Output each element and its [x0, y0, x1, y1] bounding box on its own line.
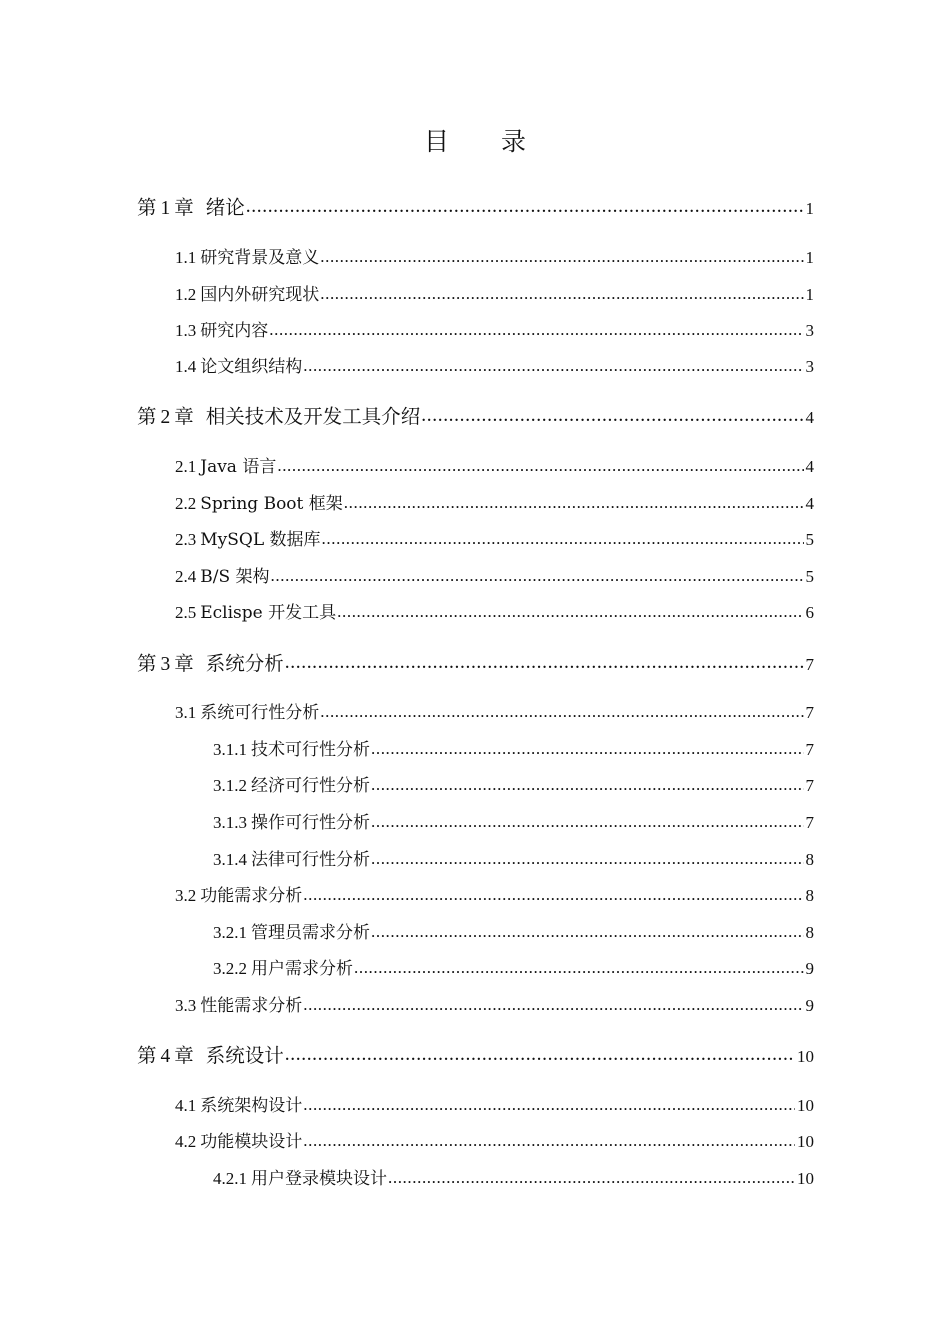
toc-subsection-entry[interactable]: [213, 808, 814, 833]
toc-chapter-entry[interactable]: [137, 401, 814, 429]
toc-entry-label: [213, 845, 370, 870]
section-number: 4.1: [175, 1096, 197, 1115]
toc-entry-label: [175, 598, 336, 623]
toc-entry-label: [175, 881, 302, 906]
toc-section-entry[interactable]: [175, 881, 814, 906]
section-number: 1.2: [175, 285, 197, 304]
dot-leader: [320, 701, 803, 718]
section-number: 3.2.1: [213, 923, 247, 942]
section-title: Eclispe 开发工具: [200, 603, 337, 623]
dot-leader: [320, 246, 803, 263]
page-number: 7: [805, 776, 814, 795]
section-title: 管理员需求分析: [251, 923, 370, 943]
section-number: 4.2.1: [213, 1169, 247, 1188]
chapter-suffix: 章: [174, 1044, 194, 1067]
chapter-number: 1: [160, 198, 171, 219]
toc-entry-label: [213, 735, 370, 760]
toc-entry-label: [175, 698, 319, 723]
chapter-suffix: 章: [174, 196, 194, 219]
toc-entry-label: [175, 280, 319, 305]
toc-entry-label: [175, 525, 321, 550]
dot-leader: [388, 1167, 795, 1184]
toc-entry-label: [137, 401, 420, 429]
section-number: 1.4: [175, 357, 197, 376]
dot-leader: [371, 848, 804, 865]
dot-leader: [269, 319, 803, 336]
toc-section-entry[interactable]: [175, 525, 814, 550]
toc-section-entry[interactable]: [175, 598, 814, 623]
section-title: MySQL 数据库: [200, 530, 321, 550]
section-title: 系统可行性分析: [200, 703, 320, 723]
section-number: 3.1: [175, 703, 197, 722]
toc-entry-label: [213, 1164, 387, 1189]
section-title: Java 语言: [200, 457, 277, 477]
page-number: 6: [805, 603, 814, 622]
toc-entry-label: [175, 562, 270, 587]
toc-entry-label: [175, 316, 268, 341]
toc-entry-label: [175, 452, 276, 477]
section-title: 研究内容: [200, 321, 269, 341]
toc-section-entry[interactable]: [175, 452, 814, 477]
section-title: 功能模块设计: [200, 1132, 303, 1152]
section-number: 3.1.2: [213, 776, 247, 795]
chapter-title: 相关技术及开发工具介绍: [205, 405, 421, 428]
chapter-prefix: 第: [137, 405, 157, 428]
toc-entry-label: [137, 1040, 284, 1068]
chapter-prefix: 第: [137, 652, 157, 675]
toc-subsection-entry[interactable]: [213, 954, 814, 979]
toc-section-entry[interactable]: [175, 352, 814, 377]
chapter-prefix: 第: [137, 196, 157, 219]
page-number: 10: [797, 1132, 814, 1151]
toc-chapter-entry[interactable]: [137, 1040, 814, 1068]
page-number: 7: [805, 703, 814, 722]
section-title: 用户需求分析: [251, 959, 353, 979]
page-number: 10: [797, 1169, 814, 1188]
toc-section-entry[interactable]: [175, 243, 814, 268]
chapter-title: 系统设计: [205, 1044, 284, 1067]
section-number: 3.1.1: [213, 740, 247, 759]
toc-section-entry[interactable]: [175, 1091, 814, 1116]
page-number: 1: [805, 285, 814, 304]
toc-section-entry[interactable]: [175, 1127, 814, 1152]
section-number: 2.4: [175, 567, 197, 586]
page-number: 3: [805, 321, 814, 340]
section-title: 经济可行性分析: [251, 776, 370, 796]
toc-entry-label: [137, 192, 245, 220]
toc-entry-label: [137, 648, 284, 676]
section-title: 法律可行性分析: [251, 850, 370, 870]
section-number: 2.1: [175, 457, 197, 476]
toc-subsection-entry[interactable]: [213, 1164, 814, 1189]
section-title: 功能需求分析: [200, 886, 303, 906]
chapter-number: 4: [160, 1046, 171, 1067]
section-title: 性能需求分析: [200, 996, 303, 1016]
section-title: 操作可行性分析: [251, 813, 370, 833]
toc-entry-label: [175, 1091, 302, 1116]
page-number: 7: [805, 740, 814, 759]
toc-title: 目 录: [424, 127, 548, 156]
section-number: 3.2.2: [213, 959, 247, 978]
page-number: 10: [797, 1047, 814, 1066]
dot-leader: [246, 195, 804, 215]
dot-leader: [303, 1094, 795, 1111]
section-title: 用户登录模块设计: [251, 1169, 387, 1189]
toc-entry-label: [213, 954, 353, 979]
section-number: 2.5: [175, 603, 197, 622]
toc-subsection-entry[interactable]: [213, 771, 814, 796]
dot-leader: [303, 994, 803, 1011]
section-number: 3.3: [175, 996, 197, 1015]
section-number: 3.1.4: [213, 850, 247, 869]
section-title: 技术可行性分析: [251, 740, 370, 760]
dot-leader: [285, 1043, 795, 1063]
toc-subsection-entry[interactable]: [213, 918, 814, 943]
toc-chapter-entry[interactable]: [137, 648, 814, 676]
toc-entry-label: [175, 991, 302, 1016]
chapter-suffix: 章: [174, 652, 194, 675]
section-title: 国内外研究现状: [200, 285, 320, 305]
section-title: 论文组织结构: [200, 357, 303, 377]
dot-leader: [320, 283, 803, 300]
toc-subsection-entry[interactable]: [213, 735, 814, 760]
toc-subsection-entry[interactable]: [213, 845, 814, 870]
page-number: 4: [805, 494, 814, 513]
toc-section-entry[interactable]: [175, 316, 814, 341]
dot-leader: [303, 355, 803, 372]
page-number: 8: [805, 923, 814, 942]
page-number: 5: [805, 530, 814, 549]
dot-leader: [322, 528, 804, 545]
toc-section-entry[interactable]: [175, 698, 814, 723]
page-number: 1: [805, 199, 814, 218]
chapter-title: 系统分析: [205, 652, 284, 675]
dot-leader: [285, 651, 804, 671]
chapter-title: 绪论: [205, 196, 245, 219]
dot-leader: [303, 884, 803, 901]
page-number: 4: [805, 408, 814, 427]
toc-entry-label: [175, 489, 343, 514]
dot-leader: [421, 404, 803, 424]
dot-leader: [271, 565, 804, 582]
toc-section-entry[interactable]: [175, 562, 814, 587]
dot-leader: [277, 455, 803, 472]
toc-section-entry[interactable]: [175, 991, 814, 1016]
page-number: 4: [805, 457, 814, 476]
toc-section-entry[interactable]: [175, 489, 814, 514]
dot-leader: [337, 601, 803, 618]
toc-entry-label: [213, 771, 370, 796]
page-number: 8: [805, 886, 814, 905]
section-number: 2.3: [175, 530, 197, 549]
section-number: 1.1: [175, 248, 197, 267]
section-title: 系统架构设计: [200, 1096, 303, 1116]
section-number: 3.2: [175, 886, 197, 905]
page-number: 10: [797, 1096, 814, 1115]
page-number: 7: [805, 813, 814, 832]
section-title: Spring Boot 框架: [200, 494, 343, 514]
chapter-suffix: 章: [174, 405, 194, 428]
page-number: 5: [805, 567, 814, 586]
section-number: 2.2: [175, 494, 197, 513]
page-number: 3: [805, 357, 814, 376]
section-number: 4.2: [175, 1132, 197, 1151]
section-number: 3.1.3: [213, 813, 247, 832]
toc-entry-label: [175, 352, 302, 377]
section-title: 研究背景及意义: [200, 248, 320, 268]
page-number: 1: [805, 248, 814, 267]
chapter-number: 2: [160, 407, 171, 428]
toc-entry-label: [175, 243, 319, 268]
page-number: 8: [805, 850, 814, 869]
toc-entry-label: [175, 1127, 302, 1152]
dot-leader: [371, 738, 804, 755]
section-title: B/S 架构: [200, 567, 270, 587]
dot-leader: [371, 774, 804, 791]
dot-leader: [354, 957, 804, 974]
chapter-prefix: 第: [137, 1044, 157, 1067]
dot-leader: [303, 1130, 795, 1147]
toc-entry-label: [213, 808, 370, 833]
section-number: 1.3: [175, 321, 197, 340]
page-number: 7: [805, 655, 814, 674]
toc-entry-label: [213, 918, 370, 943]
dot-leader: [371, 811, 804, 828]
toc-section-entry[interactable]: [175, 280, 814, 305]
dot-leader: [371, 921, 804, 938]
page-number: 9: [805, 996, 814, 1015]
toc-chapter-entry[interactable]: [137, 192, 814, 220]
page-number: 9: [805, 959, 814, 978]
dot-leader: [344, 492, 804, 509]
chapter-number: 3: [160, 654, 171, 675]
